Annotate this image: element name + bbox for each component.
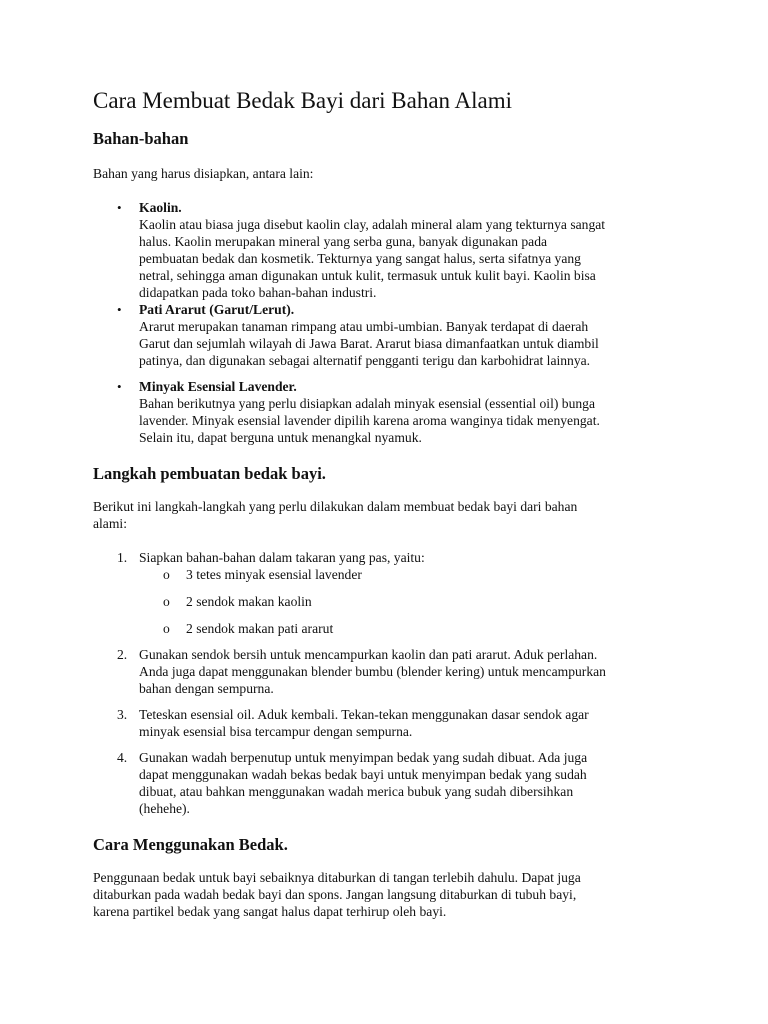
bahan-intro: Bahan yang harus disiapkan, antara lain:: [93, 166, 314, 181]
step-number: 4.: [117, 750, 128, 765]
step-line: minyak esensial bisa tercampur dengan sempurna.: [139, 724, 413, 739]
bahan-item-name: Minyak Esensial Lavender.: [139, 379, 297, 394]
sub-bullet: o: [163, 621, 170, 636]
heading-cara: Cara Menggunakan Bedak.: [93, 835, 288, 854]
bahan-item-line: Ararut merupakan tanaman rimpang atau umbi-umbian. Banyak terdapat di daerah: [139, 319, 589, 334]
sub-item: 3 tetes minyak esensial lavender: [186, 567, 362, 582]
bahan-item-line: Selain itu, dapat berguna untuk menangkal nyamuk.: [139, 430, 422, 445]
bahan-item-line: didapatkan pada toko bahan-bahan industri.: [139, 285, 377, 300]
langkah-intro: Berikut ini langkah-langkah yang perlu dilakukan dalam membuat bedak bayi dari bahan: [93, 499, 578, 514]
cara-line: Penggunaan bedak untuk bayi sebaiknya ditaburkan di tangan terlebih dahulu. Dapat juga: [93, 870, 581, 885]
step-line: Anda juga dapat menggunakan blender bumbu (blender kering) untuk mencampurkan: [139, 664, 606, 679]
step-line: Gunakan wadah berpenutup untuk menyimpan bedak yang sudah dibuat. Ada juga: [139, 750, 588, 765]
step-line: Gunakan sendok bersih untuk mencampurkan kaolin dan pati ararut. Aduk perlahan.: [139, 647, 598, 662]
bahan-item-line: halus. Kaolin merupakan mineral yang serba guna, banyak digunakan pada: [139, 234, 548, 249]
bahan-item-line: netral, sehingga aman digunakan untuk kulit, termasuk untuk kulit bayi. Kaolin bisa: [139, 268, 596, 283]
step-number: 1.: [117, 550, 128, 565]
step-line: dibuat, atau bahkan menggunakan wadah merica bubuk yang sudah dibersihkan: [139, 784, 574, 799]
step-number: 3.: [117, 707, 128, 722]
sub-bullet: o: [163, 567, 170, 582]
sub-item: 2 sendok makan pati ararut: [186, 621, 334, 636]
bullet-symbol: •: [117, 302, 122, 317]
bahan-item-line: Bahan berikutnya yang perlu disiapkan adalah minyak esensial (essential oil) bunga: [139, 396, 596, 411]
heading-langkah: Langkah pembuatan bedak bayi.: [93, 464, 326, 483]
step-line: (hehehe).: [139, 801, 190, 816]
bullet-symbol: •: [117, 379, 122, 394]
page-title: Cara Membuat Bedak Bayi dari Bahan Alami: [93, 88, 512, 113]
step-number: 2.: [117, 647, 128, 662]
step-line: Siapkan bahan-bahan dalam takaran yang pas, yaitu:: [139, 550, 425, 565]
sub-bullet: o: [163, 594, 170, 609]
bahan-item-line: Garut dan sejumlah wilayah di Jawa Barat. Ararut biasa dimanfaatkan untuk diambil: [139, 336, 599, 351]
cara-line: ditaburkan pada wadah bedak bayi dan spons. Jangan langsung ditaburkan di tubuh bayi,: [93, 887, 577, 902]
bahan-item-line: Kaolin atau biasa juga disebut kaolin clay, adalah mineral alam yang tekturnya sangat: [139, 217, 606, 232]
bahan-item-name: Kaolin.: [139, 200, 182, 215]
bahan-item-line: lavender. Minyak esensial lavender dipilih karena aroma wanginya tidak menyengat.: [139, 413, 600, 428]
heading-bahan: Bahan-bahan: [93, 129, 189, 148]
step-line: Teteskan esensial oil. Aduk kembali. Tekan-tekan menggunakan dasar sendok agar: [139, 707, 589, 722]
bullet-symbol: •: [117, 200, 122, 215]
bahan-item-line: pembuatan bedak dan kosmetik. Tekturnya yang sangat halus, serta sifatnya yang: [139, 251, 581, 266]
cara-line: karena partikel bedak yang sangat halus dapat terhirup oleh bayi.: [93, 904, 447, 919]
sub-item: 2 sendok makan kaolin: [186, 594, 312, 609]
step-line: bahan dengan sempurna.: [139, 681, 274, 696]
step-line: dapat menggunakan wadah bekas bedak bayi untuk menyimpan bedak yang sudah: [139, 767, 587, 782]
bahan-item-name: Pati Ararut (Garut/Lerut).: [139, 302, 295, 317]
langkah-intro: alami:: [93, 516, 127, 531]
bahan-item-line: patinya, dan digunakan sebagai alternatif pengganti terigu dan karbohidrat lainnya.: [139, 353, 591, 368]
